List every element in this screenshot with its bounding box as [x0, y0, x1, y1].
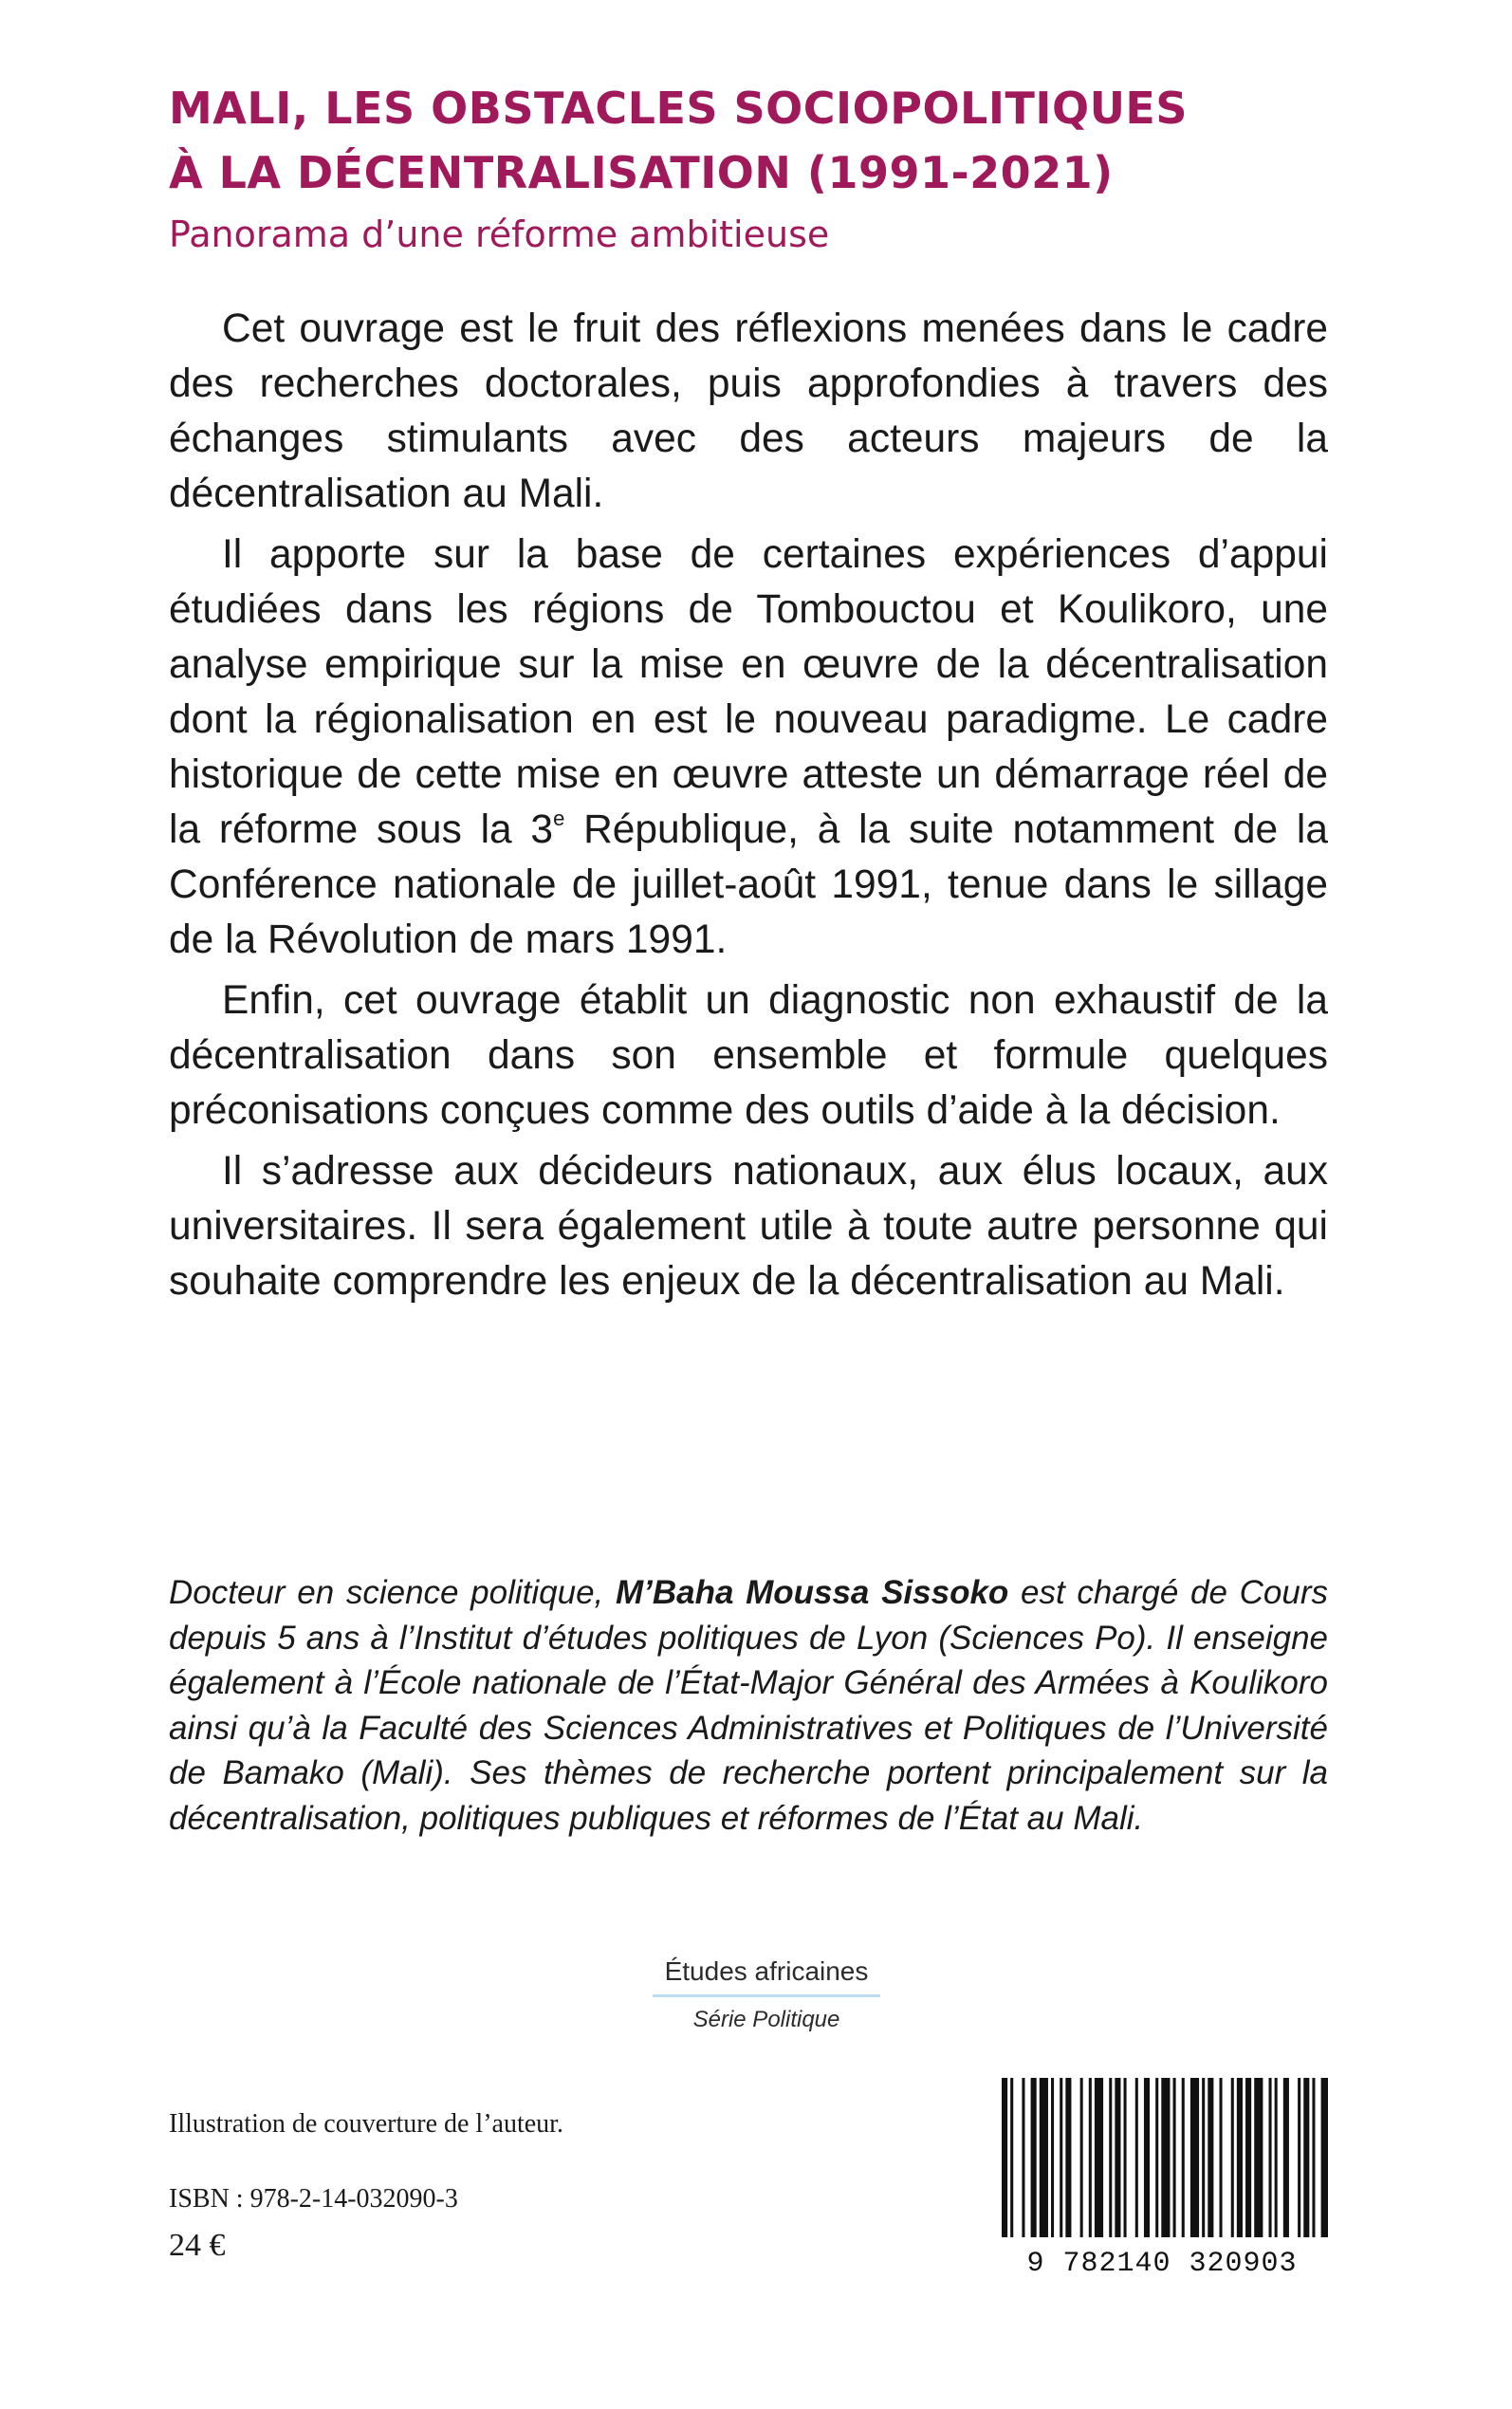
barcode-bar: [1190, 2078, 1199, 2237]
barcode-bar: [1002, 2078, 1007, 2237]
title-line-2: À LA DÉCENTRALISATION (1991-2021): [169, 147, 1114, 198]
summary-paragraph-2-a: Il apporte sur la base de certaines expériences d’appui étudiées dans les régions de Tombouctou et Koulikoro, une analyse empirique sur la mise en œuvre de la décentralisation dont la régionalisation en est le nouveau paradigme. Le cadre historique de cette mise en œuvre atteste un démarrage réel de la réforme sous la 3: [169, 532, 1328, 852]
barcode-bar: [1173, 2078, 1176, 2237]
cover-credit: Illustration de couverture de l’auteur.: [169, 2109, 563, 2139]
barcode-bar: [1303, 2078, 1309, 2237]
barcode-bar: [1051, 2078, 1054, 2237]
barcode-bar: [1031, 2078, 1037, 2237]
barcode-bar: [1115, 2078, 1120, 2237]
summary-paragraph-4: Il s’adresse aux décideurs nationaux, aux élus locaux, aux universitaires. Il sera également utile à toute autre personne qui souhaite comprendre les enjeux de la décentralisation au Mali.: [169, 1149, 1328, 1304]
barcode-bar: [1161, 2078, 1170, 2237]
barcode-digits: 9 782140 320903: [1026, 2248, 1298, 2277]
ordinal-superscript: e: [553, 806, 565, 830]
barcode-bar: [1010, 2078, 1013, 2237]
barcode-bar: [1321, 2078, 1328, 2237]
book-title: [169, 76, 1402, 205]
barcode-bar: [1080, 2078, 1083, 2237]
bio-text: est chargé de Cours depuis 5 ans à l’Institut d’études politiques de Lyon (Sciences Po). Il enseigne également à l’École nationale de l’État-Major Général des Armées à Koulikoro ainsi qu’à la Faculté des Sciences Administratives et Politiques de l’Université de Bamako (Mali). Ses thèmes de recherche portent principalement sur la décentralisation, politiques publiques et réformes de l’État au Mali.: [169, 1574, 1329, 1837]
barcode-bar: [1089, 2078, 1092, 2237]
barcode-bar: [1254, 2078, 1263, 2237]
barcode-bar: [1269, 2078, 1272, 2237]
barcode-bar: [1298, 2078, 1300, 2237]
barcode-bar: [1095, 2078, 1103, 2237]
summary-paragraph-3: Enfin, cet ouvrage établit un diagnostic non exhaustif de la décentralisation dans son ensemble et formule quelques préconisations conçues comme des outils d’aide à la décision.: [169, 978, 1328, 1133]
series-block: [615, 1956, 918, 2033]
bio-prefix: Docteur en science politique,: [169, 1574, 616, 1611]
barcode-bar: [1202, 2078, 1205, 2237]
barcode-bar: [1208, 2078, 1213, 2237]
barcode-bar: [1220, 2078, 1223, 2237]
barcode: [996, 2078, 1328, 2277]
title-line-1: MALI, LES OBSTACLES SOCIOPOLITIQUES: [169, 83, 1188, 134]
barcode-bar: [1109, 2078, 1112, 2237]
barcode-bar: [1245, 2078, 1251, 2237]
barcode-bar: [1231, 2078, 1234, 2237]
barcode-bar: [1124, 2078, 1127, 2237]
summary-paragraph-2-b: République, à la suite notamment de la Conférence nationale de juillet-août 1991, tenue dans le sillage de la Révolution de mars 1991.: [169, 807, 1328, 962]
barcode-bar: [1283, 2078, 1289, 2237]
price: 24 €: [169, 2228, 226, 2263]
barcode-bar: [1312, 2078, 1315, 2237]
series-subtitle: Série Politique: [692, 2007, 840, 2032]
series-name: Études africaines: [664, 1956, 869, 1986]
author-bio: [169, 1570, 1328, 1841]
barcode-bar: [1060, 2078, 1062, 2237]
barcode-bar: [1182, 2078, 1185, 2237]
summary-text: [169, 302, 1328, 1315]
book-subtitle: Panorama d’une réforme ambitieuse: [169, 213, 830, 255]
author-name: M’Baha Moussa Sissoko: [615, 1574, 1009, 1611]
isbn: ISBN : 978-2-14-032090-3: [169, 2184, 458, 2214]
barcode-bar: [1155, 2078, 1158, 2237]
series-divider: [653, 1994, 880, 1997]
barcode-bar: [1065, 2078, 1071, 2237]
summary-paragraph-1: Cet ouvrage est le fruit des réflexions menées dans le cadre des recherches doctorales, puis approfondies à travers des échanges stimulants avec des acteurs majeurs de la décentralisation au Mali.: [169, 306, 1328, 516]
barcode-bar: [1237, 2078, 1243, 2237]
barcode-bar: [1144, 2078, 1150, 2237]
summary-paragraph-2: [169, 528, 1328, 968]
barcode-bars: [1002, 2078, 1328, 2237]
barcode-bar: [1040, 2078, 1048, 2237]
barcode-bar: [1135, 2078, 1138, 2237]
barcode-bar: [1275, 2078, 1278, 2237]
barcode-bar: [1022, 2078, 1024, 2237]
